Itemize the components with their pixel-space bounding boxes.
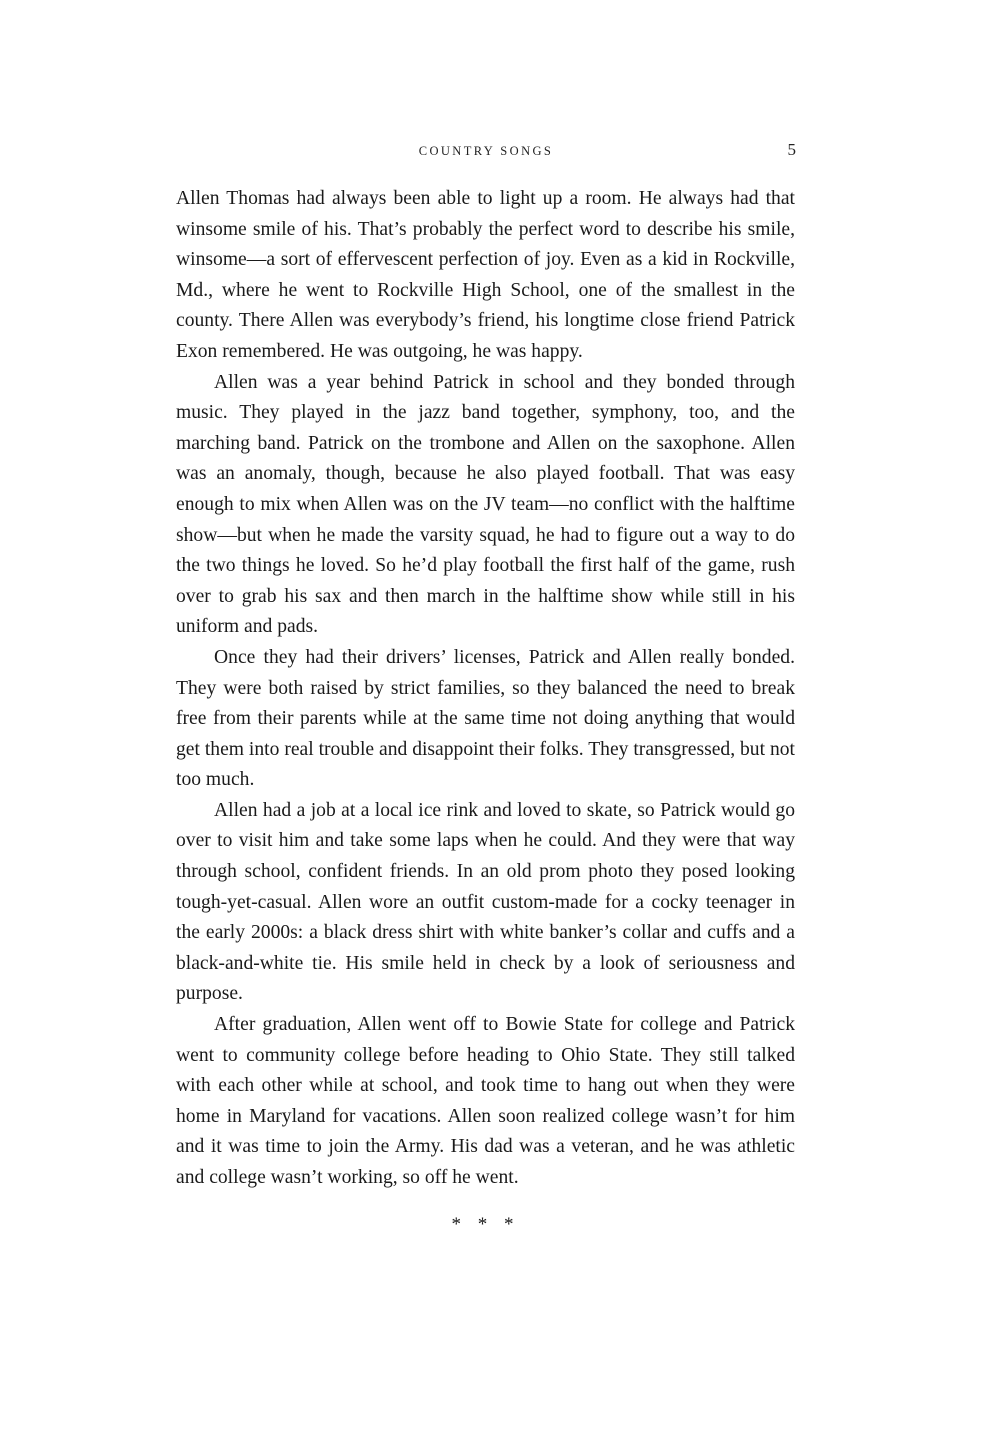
running-title: COUNTRY SONGS (418, 144, 554, 158)
paragraph: Allen was a year behind Patrick in school and they bonded through music. They played in the jazz band together, symphony, too, and the marching band. Patrick on the trombone and Allen on the saxophone. Allen was an anomaly, though, because he also played football. That was easy enough to mix when Allen was on the JV team—no conflict with the halftime show—but when he made the varsity squad, he had to figure out a way to do the two things he loved. So he’d play football the first half of the game, rush over to grab his sax and then march in the halftime show while still in his uniform and pads. (176, 371, 795, 638)
paragraph: Allen Thomas had always been able to light up a room. He always had that winsome smile of his. That’s probably the perfect word to describe his smile, winsome—a sort of effervescent perfection of joy. Even as a kid in Rockville, Md., where he went to Rockville High School, one of the smallest in the county. There Allen was everybody’s friend, his longtime close friend Patrick Exon remembered. He was outgoing, he was happy. (176, 188, 795, 362)
page-number: 5 (787, 140, 796, 159)
paragraph: Allen had a job at a local ice rink and loved to skate, so Patrick would go over to visit him and take some laps when he could. And they were that way through school, confident friends. In an old prom photo they posed looking tough-yet-casual. Allen wore an outfit custom-made for a cocky teenager in the early 2000s: a black dress shirt with white banker’s collar and cuffs and a black-and-white tie. His smile held in check by a look of seriousness and purpose. (176, 799, 795, 1005)
running-head (176, 140, 796, 166)
paragraph: After graduation, Allen went off to Bowie State for college and Patrick went to community college before heading to Ohio State. They still talked with each other while at school, and took time to hang out when they were home in Maryland for vacations. Allen soon realized college wasn’t for him and it was time to join the Army. His dad was a veteran, and he was athletic and college wasn’t working, so off he went. (176, 1014, 795, 1188)
paragraph: Once they had their drivers’ licenses, Patrick and Allen really bonded. They were both raised by strict families, so they balanced the need to break free from their parents while at the same time not doing anything that would get them into real trouble and disappoint their folks. They transgressed, but not too much. (176, 646, 795, 791)
body-text (176, 184, 795, 1194)
section-break: * * * (451, 1214, 520, 1235)
